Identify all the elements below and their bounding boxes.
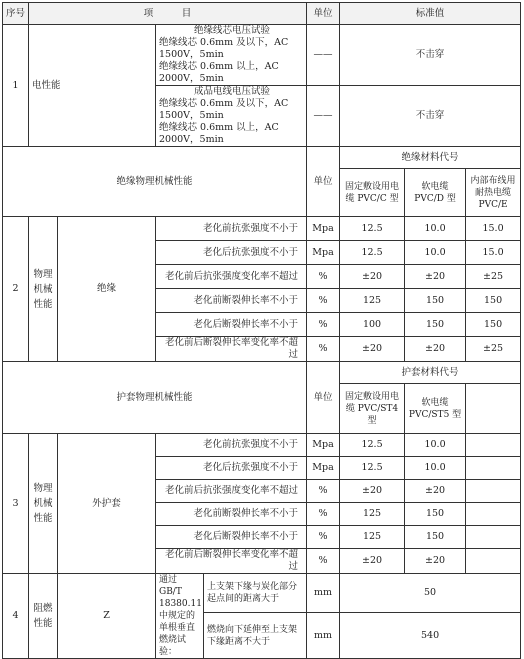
row1-a-line3: 绝缘线芯 0.6mm 以上，AC 2000V，5min — [159, 61, 279, 84]
row3-unit: Mpa — [307, 457, 340, 480]
row3-value: 150 — [405, 503, 466, 526]
insul-header-unit: 单位 — [307, 147, 340, 217]
row1-a-line2: 绝缘线芯 0.6mm 及以下，AC 1500V，5min — [159, 37, 289, 60]
row1-name: 电性能 — [29, 25, 156, 147]
row3-item: 老化前抗张强度不小于 — [156, 434, 307, 457]
row1-a-unit: —— — [307, 25, 340, 86]
row4-line — [3, 574, 521, 613]
row2-value: 12.5 — [340, 217, 405, 241]
row2-value: 125 — [340, 289, 405, 313]
row3-value: 12.5 — [340, 457, 405, 480]
row2-unit: Mpa — [307, 217, 340, 241]
row2-value: 15.0 — [466, 217, 521, 241]
row2-value: ±25 — [466, 265, 521, 289]
row2-unit: % — [307, 313, 340, 337]
row2-name: 物理机械性能 — [29, 217, 58, 362]
row2-value: ±20 — [340, 337, 405, 362]
row3-value: ±20 — [405, 549, 466, 574]
row3-value: 10.0 — [405, 434, 466, 457]
row3-value: ±20 — [340, 480, 405, 503]
sheath-header-group: 护套材料代号 — [340, 362, 521, 384]
row2-value: ±25 — [466, 337, 521, 362]
row4-unit: mm — [307, 574, 340, 613]
row3-value: 12.5 — [340, 434, 405, 457]
row1-b-desc — [156, 86, 307, 147]
spec-table — [2, 2, 521, 659]
row3-item: 老化前断裂伸长率不小于 — [156, 503, 307, 526]
row1-b-value: 不击穿 — [340, 86, 521, 147]
insul-col-c: 固定敷设用电缆 PVC/C 型 — [340, 169, 405, 217]
row3-item: 老化后断裂伸长率不小于 — [156, 526, 307, 549]
row3-seq: 3 — [3, 434, 29, 574]
row3-item: 老化前后断裂伸长率变化率不超过 — [156, 549, 307, 574]
row2-item: 老化后抗张强度不小于 — [156, 241, 307, 265]
row1-b-line1: 成品电线电压试验 — [194, 86, 271, 97]
row3-unit: % — [307, 480, 340, 503]
row3-item: 老化后抗张强度不小于 — [156, 457, 307, 480]
row3-line — [3, 434, 521, 457]
row2-item: 老化前后断裂伸长率变化率不超过 — [156, 337, 307, 362]
row2-value: 150 — [405, 313, 466, 337]
row3-value: ±20 — [340, 549, 405, 574]
row1-seq: 1 — [3, 25, 29, 147]
insul-header-group: 绝缘材料代号 — [340, 147, 521, 169]
row4-name: 阻燃性能 — [29, 574, 58, 659]
row2-item: 老化前断裂伸长率不小于 — [156, 289, 307, 313]
row1-b-unit: —— — [307, 86, 340, 147]
row2-line — [3, 217, 521, 241]
sheath-col-empty — [466, 384, 521, 434]
row3-value: 10.0 — [405, 457, 466, 480]
row2-sub: 绝缘 — [58, 217, 156, 362]
row4-item: 燃烧向下延伸至上支架下缘距离不大于 — [204, 613, 307, 659]
row4-test: 通过 GB/T 18380.11 中规定的单根垂直燃烧试验： — [156, 574, 204, 659]
insul-col-e: 内部布线用耐热电缆 PVC/E — [466, 169, 521, 217]
row2-item: 老化后断裂伸长率不小于 — [156, 313, 307, 337]
row1-b-line2: 绝缘线芯 0.6mm 及以下，AC 1500V，5min — [159, 98, 289, 121]
row2-unit: % — [307, 289, 340, 313]
insul-header-row1 — [3, 147, 521, 169]
header-row — [3, 3, 521, 25]
row1-b-line3: 绝缘线芯 0.6mm 以上，AC 2000V，5min — [159, 122, 279, 145]
row3-sub: 外护套 — [58, 434, 156, 574]
row3-empty — [466, 526, 521, 549]
row2-value: ±20 — [405, 265, 466, 289]
sheath-col-st4: 固定敷设用电缆 PVC/ST4 型 — [340, 384, 405, 434]
row2-value: ±20 — [340, 265, 405, 289]
row2-unit: % — [307, 337, 340, 362]
header-item: 项 目 — [29, 3, 307, 25]
row2-value: 12.5 — [340, 241, 405, 265]
spec-table-wrapper — [2, 2, 520, 659]
row2-value: 10.0 — [405, 217, 466, 241]
row2-value: 150 — [466, 289, 521, 313]
sheath-header-row1 — [3, 362, 521, 384]
row2-value: 150 — [466, 313, 521, 337]
row2-value: ±20 — [405, 337, 466, 362]
row4-seq: 4 — [3, 574, 29, 659]
row3-item: 老化前后抗张强度变化率不超过 — [156, 480, 307, 503]
row1-a-desc — [156, 25, 307, 86]
row3-empty — [466, 434, 521, 457]
row2-item: 老化前抗张强度不小于 — [156, 217, 307, 241]
row2-value: 15.0 — [466, 241, 521, 265]
row3-value: 125 — [340, 526, 405, 549]
row2-value: 10.0 — [405, 241, 466, 265]
header-seq: 序号 — [3, 3, 29, 25]
row2-seq: 2 — [3, 217, 29, 362]
insul-header-title: 绝缘物理机械性能 — [3, 147, 307, 217]
row4-value: 540 — [340, 613, 521, 659]
row2-item: 老化前后抗张强度变化率不超过 — [156, 265, 307, 289]
row3-value: 150 — [405, 526, 466, 549]
row3-empty — [466, 549, 521, 574]
row3-unit: Mpa — [307, 434, 340, 457]
row3-empty — [466, 503, 521, 526]
row3-name: 物理机械性能 — [29, 434, 58, 574]
header-unit: 单位 — [307, 3, 340, 25]
row4-unit: mm — [307, 613, 340, 659]
row3-value: ±20 — [405, 480, 466, 503]
row3-empty — [466, 480, 521, 503]
row2-value: 100 — [340, 313, 405, 337]
row4-sub: Z — [58, 574, 156, 659]
row3-unit: % — [307, 549, 340, 574]
header-standard: 标准值 — [340, 3, 521, 25]
row2-value: 150 — [405, 289, 466, 313]
row1-a-value: 不击穿 — [340, 25, 521, 86]
row1-a-line1: 绝缘线芯电压试验 — [194, 25, 271, 36]
row3-unit: % — [307, 526, 340, 549]
sheath-col-st5: 软电缆 PVC/ST5 型 — [405, 384, 466, 434]
row3-unit: % — [307, 503, 340, 526]
row4-value: 50 — [340, 574, 521, 613]
insul-col-d: 软电缆 PVC/D 型 — [405, 169, 466, 217]
sheath-header-title: 护套物理机械性能 — [3, 362, 307, 434]
row2-unit: Mpa — [307, 241, 340, 265]
row3-value: 125 — [340, 503, 405, 526]
row1-a — [3, 25, 521, 86]
row2-unit: % — [307, 265, 340, 289]
row3-empty — [466, 457, 521, 480]
sheath-header-unit: 单位 — [307, 362, 340, 434]
row4-item: 上支架下缘与炭化部分起点间的距离大于 — [204, 574, 307, 613]
